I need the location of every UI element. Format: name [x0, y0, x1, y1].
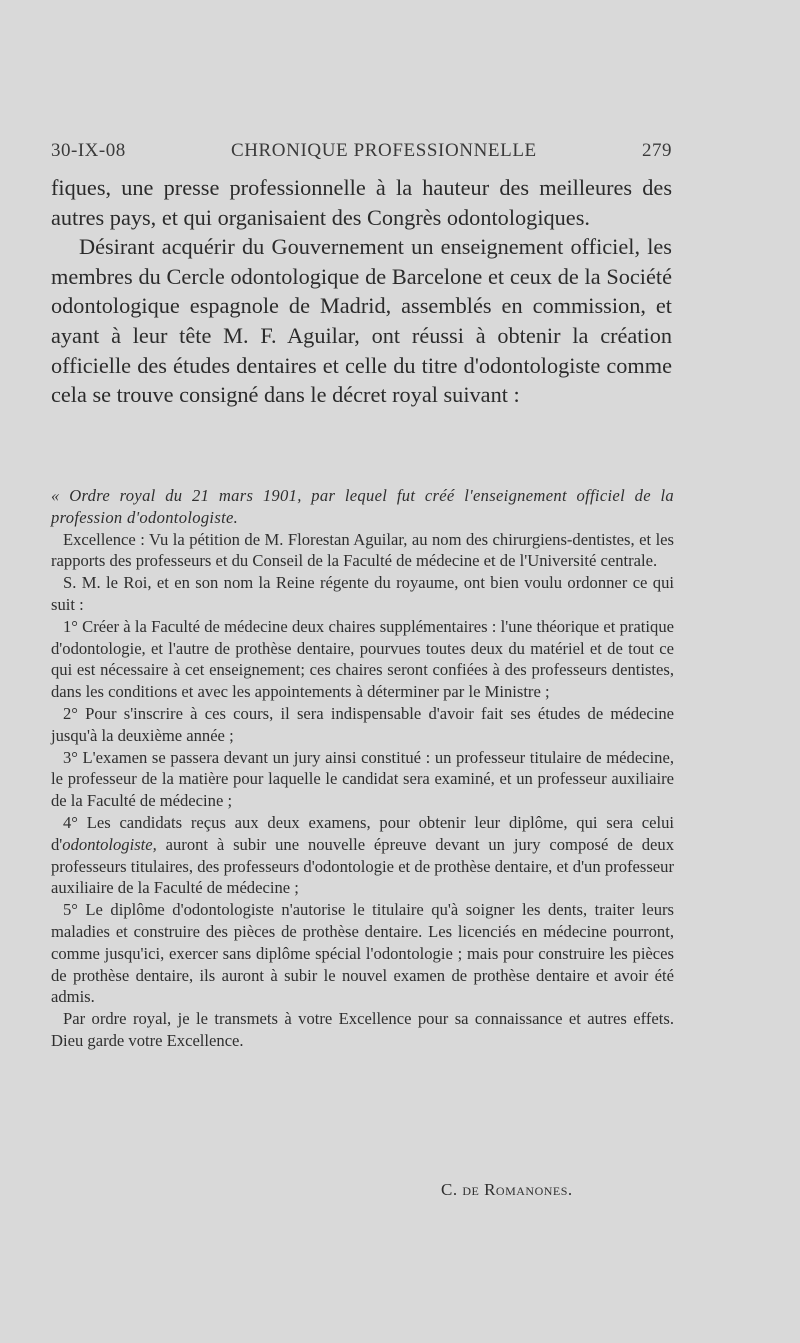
header-date: 30-IX-08	[51, 140, 126, 161]
royal-decree	[51, 485, 674, 1052]
decree-article-2: 2° Pour s'inscrire à ces cours, il sera indispensable d'avoir fait ses études de médecine jusqu'à la deuxième année ;	[51, 703, 674, 745]
paragraph-continuation: fiques, une presse professionnelle à la hauteur des meilleures des autres pays, et qui organisaient des Congrès odontologiques.	[51, 175, 672, 230]
article-4-end: auront à subir une nouvelle épreuve devant un jury composé de deux professeurs titulaires, des professeurs d'odontologie et de prothèse dentaire, et d'un professeur auxiliaire de la Faculté de médecine ;	[51, 834, 674, 898]
paragraph-government: Désirant acquérir du Gouvernement un enseignement officiel, les membres du Cercle odontologique de Barcelone et ceux de la Société odontologique espagnole de Madrid, assemblés en commission, et ayant à leur tête M. F. Aguilar, ont réussi à obtenir la création officielle des études dentaires et celle du titre d'odontologiste comme cela se trouve consigné dans le décret royal suivant :	[51, 234, 672, 408]
decree-article-5: 5° Le diplôme d'odontologiste n'autorise le titulaire qu'à soigner les dents, traiter leurs maladies et construire des pièces de prothèse dentaire. Les licenciés en médecine pourront, comme jusqu'ici, exercer sans diplôme spécial l'odontologie ; mais pour construire les pièces de prothèse dentaire, ils auront à subir le nouvel examen de prothèse dentaire et avoir été admis.	[51, 900, 674, 1007]
article-4-italic: odontologiste,	[62, 834, 157, 854]
decree-closing: Par ordre royal, je le transmets à votre Excellence pour sa connaissance et autres effets. Dieu garde votre Excellence.	[51, 1009, 674, 1050]
page-number: 279	[642, 140, 672, 161]
decree-heading: « Ordre royal du 21 mars 1901, par lequel fut créé l'enseignement officiel de la profession d'odontologiste.	[51, 486, 674, 527]
decree-article-1: 1° Créer à la Faculté de médecine deux chaires supplémentaires : l'une théorique et pratique d'odontologie, et l'autre de prothèse dentaire, pourvues toutes deux du matériel et de tout ce qui est nécessaire à cet enseignement; ces chaires seront confiées à des professeurs dentistes, dans les conditions et avec les appointements à déterminer par le Ministre ;	[51, 616, 674, 702]
header-title: CHRONIQUE PROFESSIONNELLE	[230, 140, 537, 161]
running-header	[51, 140, 672, 162]
decree-excellence: Excellence : Vu la pétition de M. Florestan Aguilar, au nom des chirurgiens-dentistes, et les rapports des professeurs et du Conseil de la Faculté de médecine et de l'Université centrale.	[51, 529, 674, 571]
signature: C. de Romanones.	[441, 1180, 573, 1199]
decree-article-3: 3° L'examen se passera devant un jury ainsi constitué : un professeur titulaire de médecine, le professeur de la matière pour laquelle le candidat sera examiné, et un professeur auxiliaire de la Faculté de médecine ;	[51, 747, 674, 811]
decree-sm-roi: S. M. le Roi, et en son nom la Reine régente du royaume, ont bien voulu ordonner ce qui suit :	[51, 573, 674, 614]
decree-article-4	[51, 812, 674, 899]
main-body	[51, 173, 672, 410]
article-4-start: 4° Les candidats reçus aux deux examens, pour obtenir leur diplôme, qui sera celui d'	[51, 812, 674, 854]
